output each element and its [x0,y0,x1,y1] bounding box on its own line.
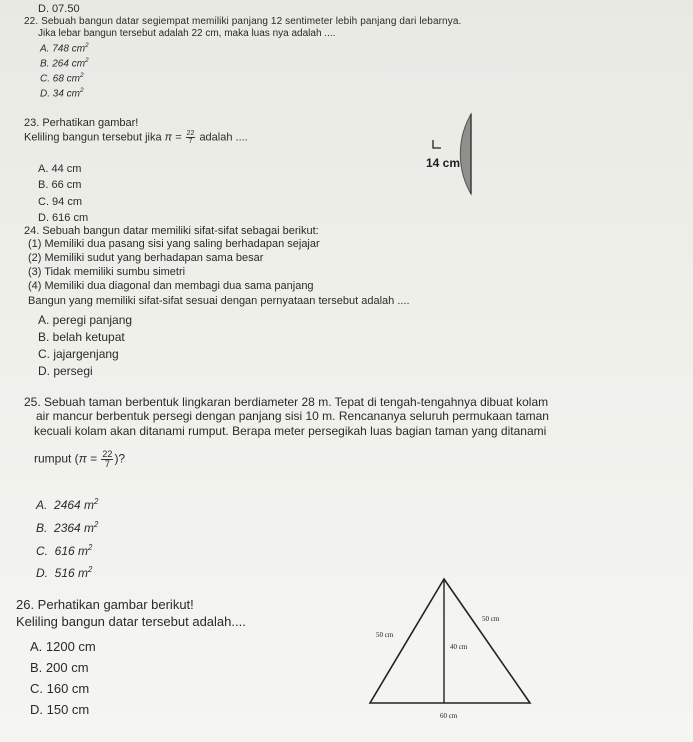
q24-option-b: B. belah ketupat [38,330,125,344]
q25-text-line3: kecuali kolam akan ditanami rumput. Berapa meter persegikah luas bagian taman yang ditanami [34,424,547,438]
q22-option-c: C. 68 $cm^2$ [40,72,84,85]
q24-question: Bangun yang memiliki sifat-sifat sesuai dengan pernyataan tersebut adalah .... [28,295,410,307]
q24-property-3: (3) Tidak memiliki sumbu simetri [28,266,186,278]
q24-property-4: (4) Memiliki dua diagonal dan membagi dua sama panjang [28,280,314,292]
semicircle-shape [460,114,471,194]
triangle-shape [370,579,530,703]
q22-option-d: D. 34 $cm^2$ [40,87,84,100]
right-angle-mark [433,140,441,148]
q23-diameter-label: 14 cm [426,156,461,170]
q25-text-line1: 25. Sebuah taman berbentuk lingkaran berdiameter 28 m. Tepat di tengah-tengahnya dibuat kolam [24,395,549,409]
q26-question: Keliling bangun datar tersebut adalah.... [16,614,246,629]
q21-option-d: D. 07.50 [38,3,80,15]
q26-option-b: B. 200 cm [30,660,89,675]
q22-text-line1: 22. Sebuah bangun datar segiempat memiliki panjang 12 sentimeter lebih panjang dari lebarnya. [24,16,462,27]
q25-option-d: D. 516 $m^2$ [36,565,93,580]
q26-label-base: 60 cm [440,712,458,720]
q26-option-a: A. 1200 cm [30,639,96,654]
q24-option-c: C. jajargenjang [38,347,119,361]
q23-question: Keliling bangun tersebut jika π = $\frac{22}{7}$ adalah .... [24,130,248,145]
q23-pi-fraction: $\frac{22}{7}$ [186,130,195,145]
q24-property-2: (2) Memiliki sudut yang berhadapan sama besar [28,252,264,264]
q26-label-height: 40 cm [450,643,468,651]
q23-option-d: D. 616 cm [38,212,89,224]
q26-triangle-figure [360,575,560,735]
q22-option-b: B. 264 $cm^2$ [40,57,89,70]
q25-option-b: B. 2364 $m^2$ [36,520,99,535]
q24-property-1: (1) Memiliki dua pasang sisi yang saling berhadapan sejajar [28,238,320,250]
q24-option-d: D. persegi [38,364,93,378]
q26-option-c: C. 160 cm [30,681,90,696]
q23-option-a: A. 44 cm [38,163,82,175]
q22-option-a: A. 748 $cm^2$ [40,42,89,55]
q23-title: 23. Perhatikan gambar! [24,117,139,129]
q26-title: 26. Perhatikan gambar berikut! [16,597,194,612]
q24-option-a: A. peregi panjang [38,313,133,327]
q25-text-line4: rumput (π = $\frac{22}{7}$ )? [34,449,126,469]
q26-option-d: D. 150 cm [30,702,90,717]
q24-title: 24. Sebuah bangun datar memiliki sifat-sifat sebagai berikut: [24,225,319,237]
q22-text-line2: Jika lebar bangun tersebut adalah 22 cm, maka luas nya adalah .... [38,28,336,39]
q26-label-right-side: 50 cm [482,615,500,623]
q25-pi-fraction: $\frac{22}{7}$ [102,449,113,469]
q23-semicircle-figure [383,110,483,200]
q25-option-a: A. 2464 $m^2$ [36,497,99,512]
q23-option-c: C. 94 cm [38,196,83,208]
q25-option-c: C. 616 $m^2$ [36,543,93,558]
q26-label-left-side: 50 cm [376,631,394,639]
q23-option-b: B. 66 cm [38,179,82,191]
q25-text-line2: air mancur berbentuk persegi dengan panjang sisi 10 m. Rencananya seluruh permukaan taman [36,409,549,423]
